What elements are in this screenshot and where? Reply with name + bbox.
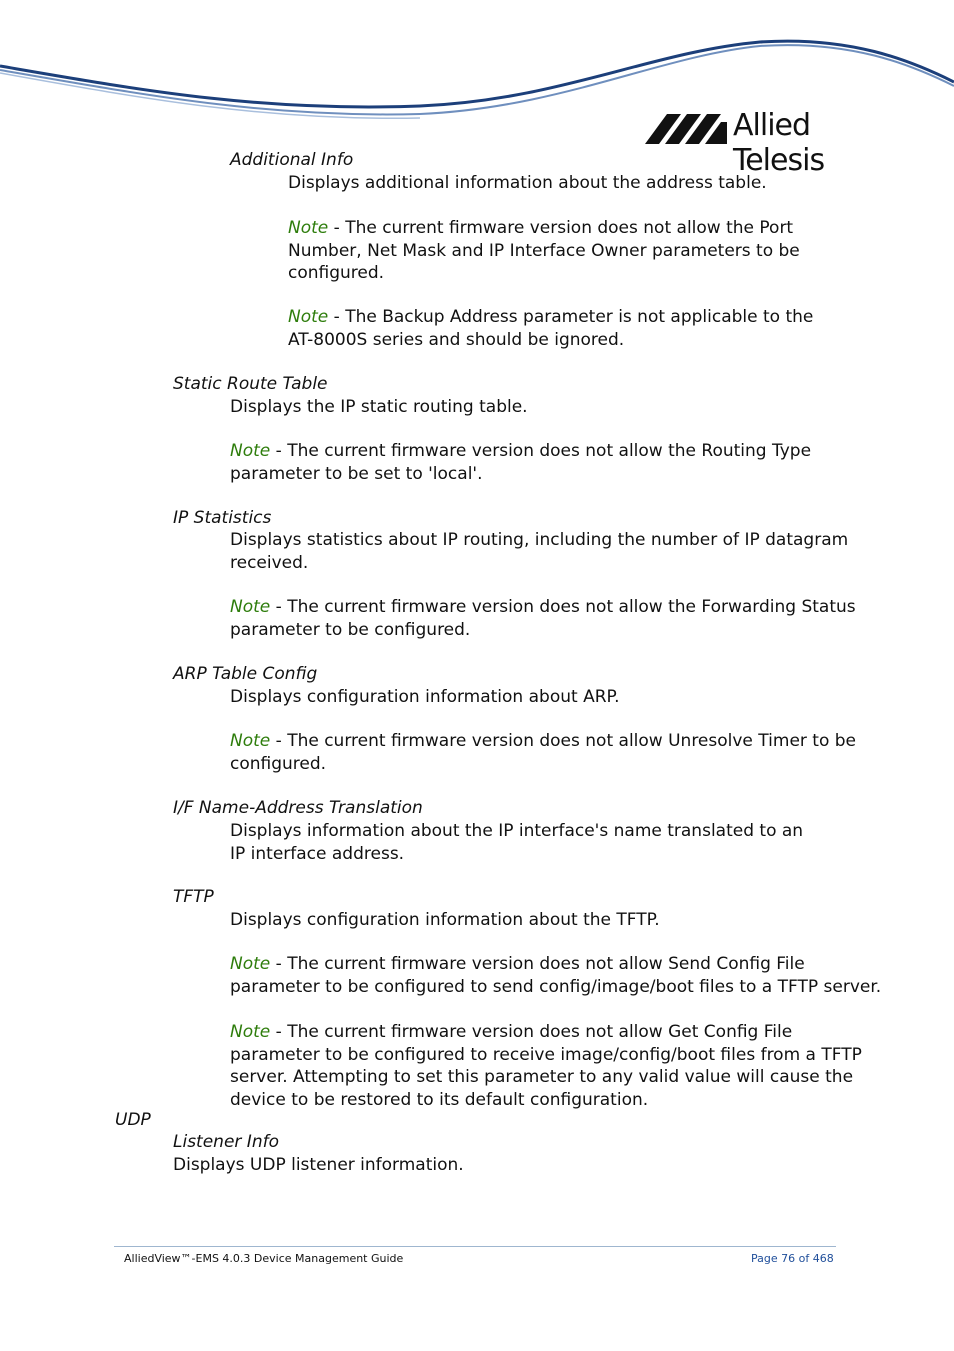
note-label: Note (230, 731, 271, 751)
desc-static-route: Displays the IP static routing table. (230, 397, 528, 417)
heading-ip-statistics: IP Statistics (173, 508, 272, 528)
heading-if-name: I/F Name-Address Translation (173, 798, 423, 818)
logo-mark-icon (645, 114, 727, 144)
allied-telesis-logo (645, 108, 905, 178)
footer-divider (114, 1246, 836, 1247)
heading-arp-table: ARP Table Config (173, 664, 318, 684)
footer-page-number: Page 76 of 468 (751, 1252, 834, 1265)
desc-tftp: Displays configuration information about the TFTP. (230, 910, 660, 930)
desc-arp-table: Displays configuration information about ARP. (230, 687, 620, 707)
note-static-route: Note - The current firmware version does not allow the Routing Type parameter to be set to 'local'. (230, 441, 812, 484)
note-label: Note (288, 307, 329, 327)
desc-listener-info: Displays UDP listener information. (173, 1155, 464, 1175)
note-label: Note (230, 954, 271, 974)
note-label: Note (288, 218, 329, 238)
note-ip-statistics: Note - The current firmware version does not allow the Forwarding Status parameter to be configured. (230, 597, 856, 640)
note-additional-info-2: Note - The Backup Address parameter is not applicable to the AT-8000S series and should be ignored. (288, 307, 814, 350)
logo-text: Allied Telesis (733, 108, 825, 178)
note-arp-table: Note - The current firmware version does not allow Unresolve Timer to be configured. (230, 731, 857, 774)
note-label: Note (230, 597, 271, 617)
desc-if-name: Displays information about the IP interface's name translated to an IP interface address. (230, 821, 804, 864)
footer-title: AlliedView™-EMS 4.0.3 Device Management Guide (124, 1252, 404, 1265)
heading-listener-info: Listener Info (173, 1132, 279, 1152)
note-label: Note (230, 441, 271, 461)
note-tftp-2: Note - The current firmware version does not allow Get Config File parameter to be configured to receive image/config/boot files from a TFTP server. Attempting to set this parameter to any valid value will cause the device to be restored to its default configuration. (230, 1022, 862, 1110)
heading-tftp: TFTP (173, 887, 214, 907)
note-tftp-1: Note - The current firmware version does not allow Send Config File parameter to be configured to send config/image/boot files to a TFTP server. (230, 954, 882, 997)
heading-static-route: Static Route Table (173, 374, 328, 394)
desc-additional-info: Displays additional information about the address table. (288, 173, 767, 193)
desc-ip-statistics: Displays statistics about IP routing, including the number of IP datagram received. (230, 530, 849, 573)
heading-additional-info: Additional Info (230, 150, 354, 170)
heading-udp: UDP (115, 1110, 151, 1130)
note-additional-info-1: Note - The current firmware version does not allow the Port Number, Net Mask and IP Interface Owner parameters to be configured. (288, 218, 800, 284)
note-label: Note (230, 1022, 271, 1042)
